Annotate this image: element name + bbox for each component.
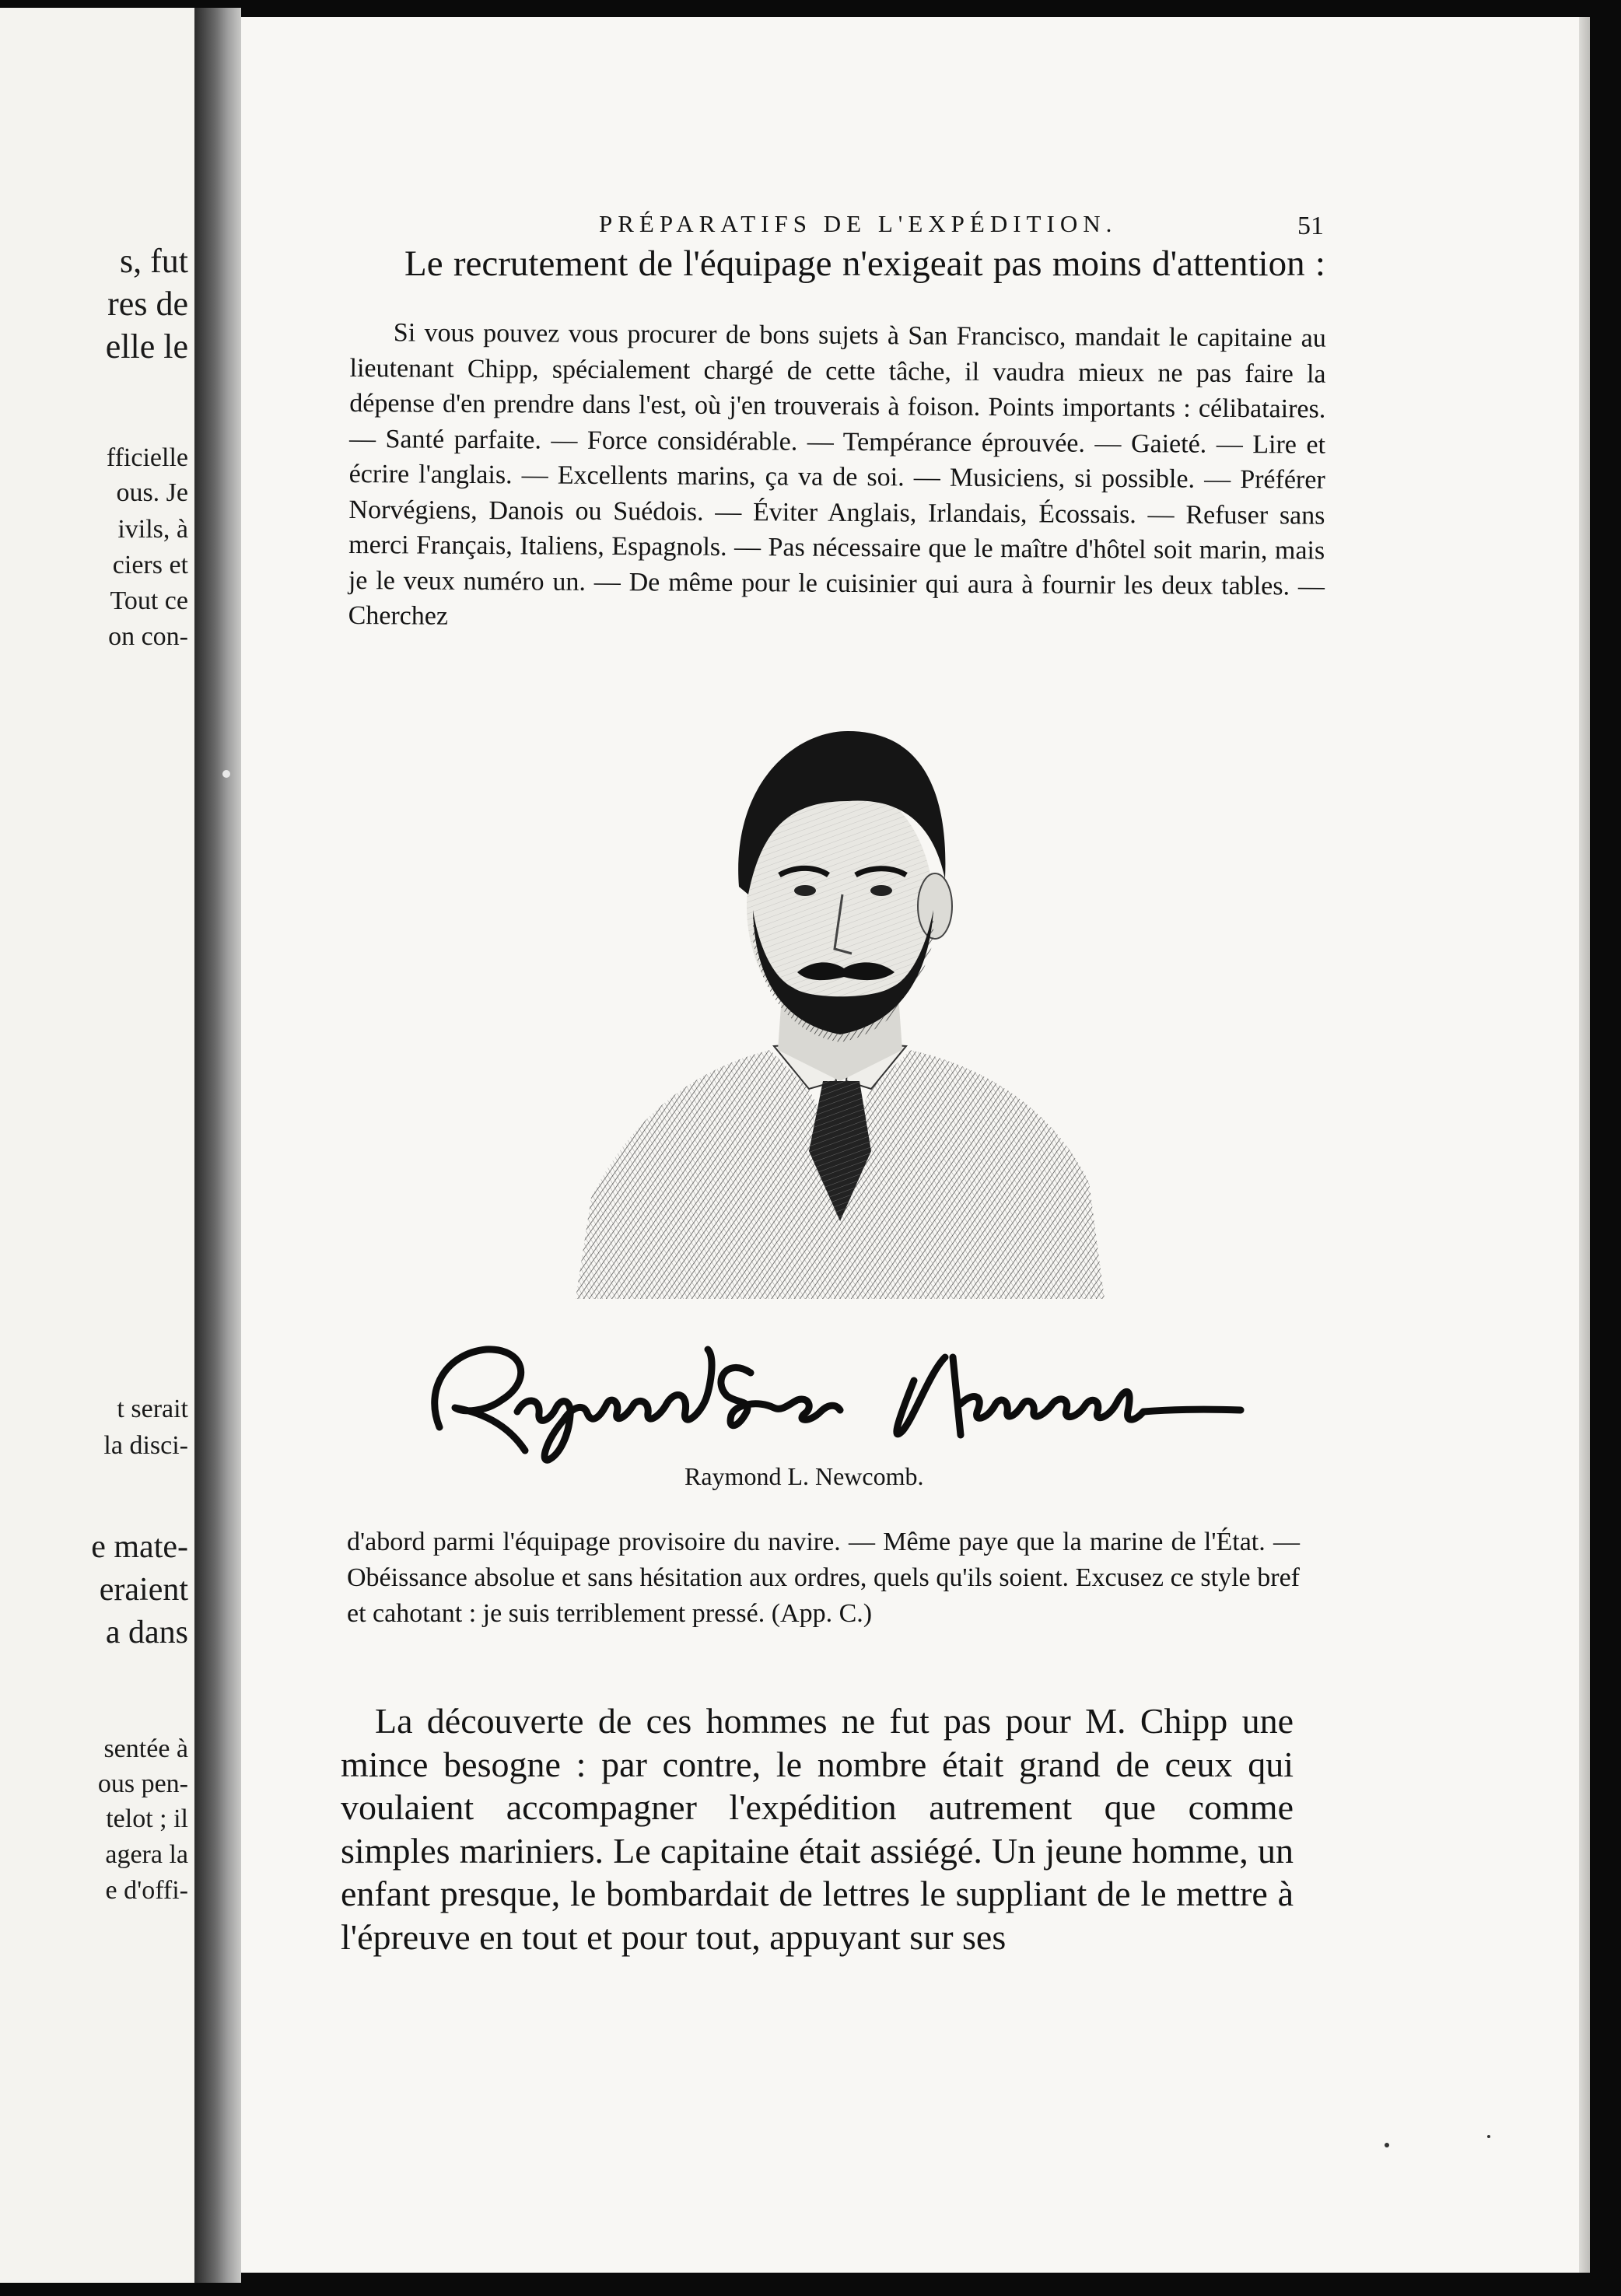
- quoted-letter-continued: [347, 1524, 1300, 1632]
- left-line: Tout ce: [110, 586, 188, 615]
- left-page: [0, 8, 194, 2283]
- body-paragraph-text: La découverte de ces hommes ne fut pas pour M. Chipp une mince besogne : par contre, le nombre était grand de ceux qui voulaient accompagner l'expédition autrement que comme simples mariniers. Le capitaine était assiégé. Un jeune homme, un enfant presque, le bombardait de lettres le suppliant de le mettre à l'épreuve en tout et pour tout, appuyant sur ses: [341, 1701, 1294, 1957]
- left-line: on con-: [108, 622, 188, 651]
- paper-speck: [1385, 2143, 1389, 2147]
- gutter-speck: [222, 770, 230, 778]
- book-gutter: [194, 8, 241, 2283]
- left-line: ous. Je: [116, 478, 188, 507]
- left-line: e d'offi-: [105, 1876, 188, 1905]
- section-heading: Le recrutement de l'équipage n'exigeait pas moins d'attention :: [404, 243, 1325, 284]
- left-line: sentée à: [103, 1734, 188, 1763]
- left-line: telot ; il: [106, 1804, 188, 1833]
- signature: [416, 1326, 1256, 1474]
- running-header: PRÉPARATIFS DE L'EXPÉDITION.: [599, 210, 1118, 237]
- page-edge: [1579, 17, 1590, 2273]
- page-number: 51: [1297, 212, 1324, 240]
- left-line: res de: [107, 285, 188, 323]
- left-line: a dans: [105, 1615, 188, 1650]
- left-line: t serait: [117, 1395, 188, 1423]
- quoted-letter: [348, 315, 1325, 639]
- left-line: agera la: [105, 1840, 188, 1869]
- left-line: ciers et: [112, 551, 188, 579]
- portrait-caption: Raymond L. Newcomb.: [684, 1462, 924, 1490]
- paper-speck: [1487, 2135, 1490, 2138]
- quoted-letter-continued-text: d'abord parmi l'équipage provisoire du navire. — Même paye que la marine de l'État. — Obéissance absolue et sans hésitation aux ordres, quels qu'ils soient. Excusez ce style bref et cahotant : je suis terriblement pressé. (App. C.): [347, 1528, 1300, 1628]
- left-line: la disci-: [103, 1431, 188, 1460]
- body-paragraph: [341, 1699, 1294, 1958]
- portrait-engraving: [576, 716, 1105, 1299]
- left-line: ous pen-: [97, 1769, 188, 1798]
- left-line: ivils, à: [117, 515, 188, 544]
- left-line: s, fut: [120, 242, 188, 280]
- left-line: e mate-: [91, 1529, 188, 1565]
- quoted-letter-text: Si vous pouvez vous procurer de bons sujets à San Francisco, mandait le capitaine au lieutenant Chipp, spécialement chargé de cette tâche, il vaudra mieux ne pas faire la dépense d'en prendre dans l'est, où j'en trouverais à foison. Points importants : célibataires. — Santé parfaite. — Force considérable. — Tempérance éprouvée. — Gaieté. — Lire et écrire l'anglais. — Excellents marins, ça va de soi. — Musiciens, si possible. — Préférer Norvégiens, Danois ou Suédois. — Éviter Anglais, Irlandais, Écossais. — Refuser sans merci Français, Italiens, Espagnols. — Pas nécessaire que le maître d'hôtel soit marin, mais je le veux numéro un. — De même pour le cuisinier qui aura à fournir les deux tables. — Cherchez: [348, 318, 1326, 631]
- left-line: elle le: [105, 327, 188, 366]
- left-line: fficielle: [106, 443, 188, 472]
- left-line: eraient: [99, 1572, 188, 1608]
